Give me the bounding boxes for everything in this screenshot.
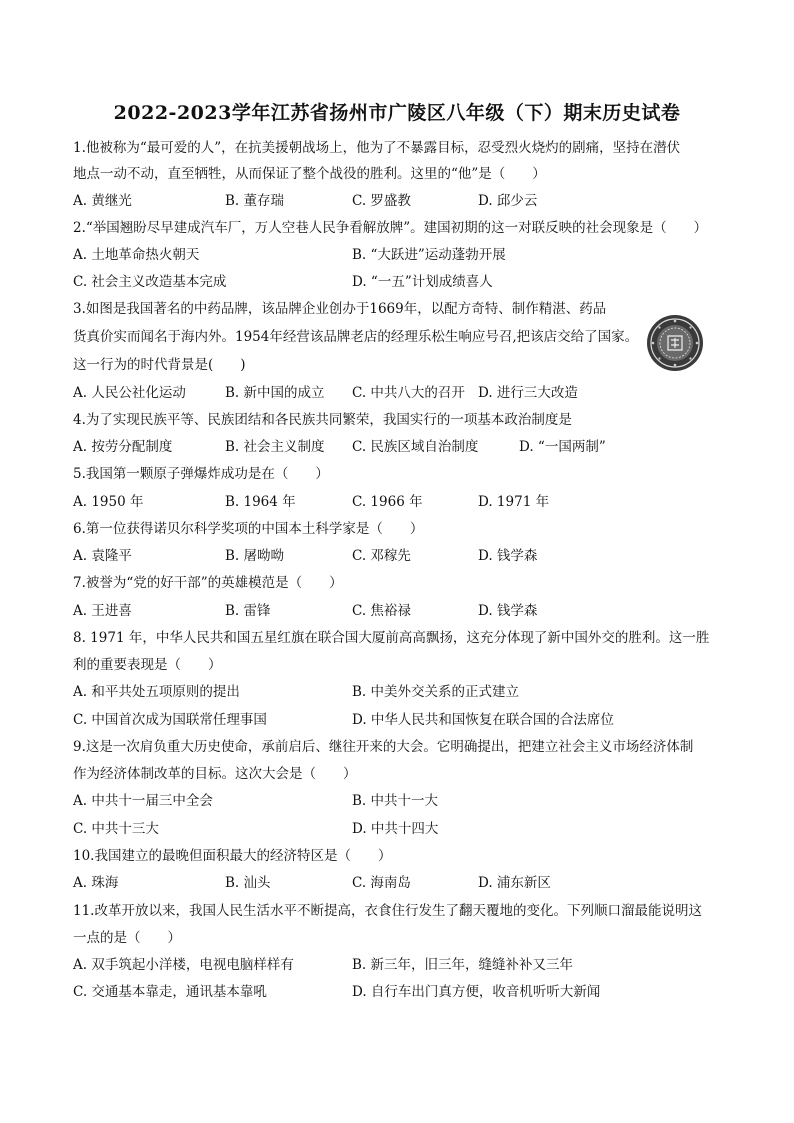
page-title: 2022-2023学年江苏省扬州市广陵区八年级（下）期末历史试卷 bbox=[113, 102, 681, 124]
question-1-option-c: C. 罗盛教 bbox=[352, 193, 411, 209]
question-5-stem: 5.我国第一颗原子弹爆炸成功是在（ ） bbox=[73, 466, 329, 482]
question-2-option-a: A. 土地革命热火朝天 bbox=[73, 247, 200, 263]
question-4-option-a: A. 按劳分配制度 bbox=[73, 439, 173, 455]
question-11-option-b: B. 新三年，旧三年，缝缝补补又三年 bbox=[352, 957, 574, 973]
question-3-stem: 这一行为的时代背景是( ) bbox=[73, 357, 246, 373]
question-10-option-a: A. 珠海 bbox=[73, 875, 119, 891]
question-4-option-b: B. 社会主义制度 bbox=[225, 439, 325, 455]
question-10-stem: 10.我国建立的最晚但面积最大的经济特区是（ ） bbox=[73, 848, 392, 864]
question-1-option-b: B. 董存瑞 bbox=[225, 193, 285, 209]
question-4-option-c: C. 民族区域自治制度 bbox=[352, 439, 479, 455]
question-9-stem: 9.这是一次肩负重大历史使命，承前启后、继往开来的大会。它明确提出，把建立社会主义市场经济体制 bbox=[73, 739, 694, 755]
question-8-stem: 8. 1971 年，中华人民共和国五星红旗在联合国大厦前高高飘扬，这充分体现了新中国外交的胜利。这一胜 bbox=[73, 630, 710, 646]
question-5-option-b: B. 1964 年 bbox=[225, 494, 296, 510]
question-11-option-c: C. 交通基本靠走，通讯基本靠吼 bbox=[73, 984, 267, 1000]
question-3-option-a: A. 人民公社化运动 bbox=[73, 385, 186, 401]
question-11-stem: 11.改革开放以来，我国人民生活水平不断提高，衣食住行发生了翻天覆地的变化。下列顺口溜最能说明这 bbox=[73, 903, 702, 919]
question-10-option-d: D. 浦东新区 bbox=[478, 875, 551, 891]
question-7-stem: 7.被誉为“党的好干部”的英雄模范是（ ） bbox=[73, 575, 343, 591]
question-2-stem: 2.“举国翘盼尽早建成汽车厂，万人空巷人民争看解放牌”。建国初期的这一对联反映的社会现象是（ ） bbox=[73, 220, 708, 236]
question-8-option-d: D. 中华人民共和国恢复在联合国的合法席位 bbox=[352, 712, 614, 728]
question-3-option-c: C. 中共八大的召开 bbox=[352, 385, 465, 401]
question-3-option-d: D. 进行三大改造 bbox=[478, 385, 578, 401]
question-4-stem: 4.为了实现民族平等、民族团结和各民族共同繁荣，我国实行的一项基本政治制度是 bbox=[73, 412, 572, 428]
question-6-option-a: A. 袁隆平 bbox=[73, 548, 132, 564]
question-9-option-d: D. 中共十四大 bbox=[352, 821, 439, 837]
question-1-stem: 地点一动不动，直至牺牲，从而保证了整个战役的胜利。这里的“他”是（ ） bbox=[73, 166, 546, 182]
question-1-option-a: A. 黄继光 bbox=[73, 193, 132, 209]
question-3-option-b: B. 新中国的成立 bbox=[225, 385, 325, 401]
question-2-option-b: B. “大跃进”运动蓬勃开展 bbox=[352, 247, 506, 263]
question-3-stem: 3.如图是我国著名的中药品牌，该品牌企业创办于1669年，以配方奇特、制作精湛、药品 bbox=[73, 301, 607, 317]
question-3-stem: 货真价实而闻名于海内外。1954年经营该品牌老店的经理乐松生响应号召,把该店交给了国家。 bbox=[73, 329, 639, 345]
question-7-option-b: B. 雷锋 bbox=[225, 603, 271, 619]
question-11-option-d: D. 自行车出门真方便，收音机听听大新闻 bbox=[352, 984, 601, 1000]
question-5-option-c: C. 1966 年 bbox=[352, 494, 423, 510]
question-11-stem: 一点的是（ ） bbox=[73, 930, 181, 946]
question-6-option-c: C. 邓稼先 bbox=[352, 548, 411, 564]
question-8-stem: 利的重要表现是（ ） bbox=[73, 657, 222, 673]
question-2-option-d: D. “一五”计划成绩喜人 bbox=[352, 274, 493, 290]
question-9-option-c: C. 中共十三大 bbox=[73, 821, 159, 837]
medicine-brand-seal-image bbox=[646, 314, 704, 372]
question-7-option-a: A. 王进喜 bbox=[73, 603, 132, 619]
question-6-option-b: B. 屠呦呦 bbox=[225, 548, 285, 564]
question-8-option-b: B. 中美外交关系的正式建立 bbox=[352, 684, 520, 700]
question-8-option-a: A. 和平共处五项原则的提出 bbox=[73, 684, 240, 700]
question-8-option-c: C. 中国首次成为国联常任理事国 bbox=[73, 712, 267, 728]
question-2-option-c: C. 社会主义改造基本完成 bbox=[73, 274, 227, 290]
question-10-option-b: B. 汕头 bbox=[225, 875, 271, 891]
question-7-option-c: C. 焦裕禄 bbox=[352, 603, 411, 619]
question-6-option-d: D. 钱学森 bbox=[478, 548, 538, 564]
question-9-option-a: A. 中共十一届三中全会 bbox=[73, 793, 213, 809]
question-10-option-c: C. 海南岛 bbox=[352, 875, 411, 891]
question-5-option-a: A. 1950 年 bbox=[73, 494, 144, 510]
question-1-stem: 1.他被称为“最可爱的人”，在抗美援朝战场上，他为了不暴露目标，忍受烈火烧灼的剧痛，坚持在潜伏 bbox=[73, 140, 681, 156]
question-9-option-b: B. 中共十一大 bbox=[352, 793, 439, 809]
question-5-option-d: D. 1971 年 bbox=[478, 494, 550, 510]
question-1-option-d: D. 邱少云 bbox=[478, 193, 538, 209]
question-11-option-a: A. 双手筑起小洋楼，电视电脑样样有 bbox=[73, 957, 294, 973]
question-9-stem: 作为经济体制改革的目标。这次大会是（ ） bbox=[73, 766, 357, 782]
question-4-option-d: D. “一国两制” bbox=[519, 439, 606, 455]
question-6-stem: 6.第一位获得诺贝尔科学奖项的中国本土科学家是（ ） bbox=[73, 521, 424, 537]
question-7-option-d: D. 钱学森 bbox=[478, 603, 538, 619]
